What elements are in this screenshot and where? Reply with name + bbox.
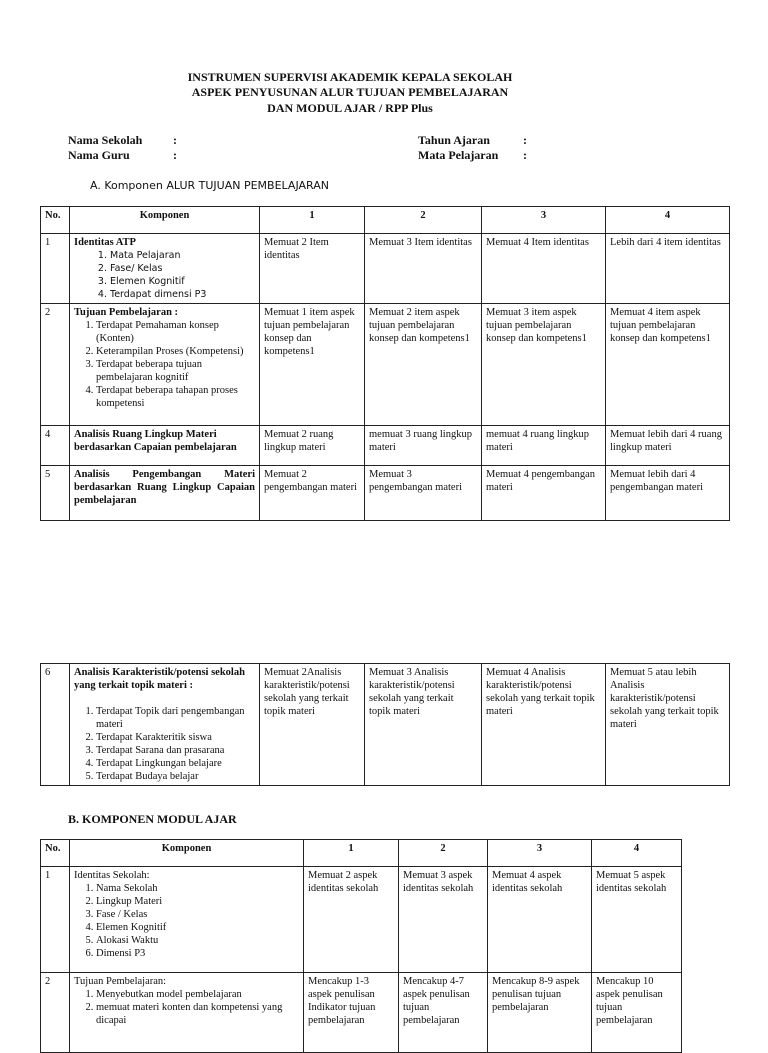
component-list — [74, 988, 299, 1027]
score-1-cell: Memuat 2Analisis karakteristik/potensi sekolah yang terkait topik materi — [260, 664, 365, 786]
component-title: Analisis Pengembangan Materi berdasarkan Ruang Lingkup Capaian pembelajaran — [74, 469, 255, 506]
score-4-cell: Memuat 5 atau lebih Analisis karakteristik/potensi sekolah yang terkait topik materi — [606, 664, 730, 786]
row-number: 2 — [41, 973, 70, 1053]
list-item: 3. Terdapat Sarana dan prasarana — [96, 744, 255, 757]
score-3-cell: Memuat 4 Item identitas — [482, 234, 606, 304]
list-item: 1. Terdapat Pemahaman konsep (Konten) — [96, 319, 255, 345]
score-1-cell: Memuat 1 item aspek tujuan pembelajaran konsep dan kompetens1 — [260, 304, 365, 426]
score-4-cell: Lebih dari 4 item identitas — [606, 234, 730, 304]
score-2-cell: Memuat 2 item aspek tujuan pembelajaran konsep dan kompetens1 — [365, 304, 482, 426]
table-row — [41, 304, 730, 426]
column-header-score-2: 2 — [399, 840, 488, 867]
list-item: 1. Terdapat Topik dari pengembangan materi — [96, 705, 255, 731]
component-title: Analisis Karakteristik/potensi sekolah yang terkait topik materi : — [74, 667, 245, 691]
component-list — [74, 249, 255, 301]
meta-nama-sekolah-label: Nama Sekolah — [68, 133, 143, 147]
column-header-score-3: 3 — [482, 207, 606, 234]
column-header-no: No. — [41, 840, 70, 867]
component-cell — [70, 664, 260, 786]
list-item: 5. Terdapat Budaya belajar — [96, 770, 255, 783]
list-item: 2. Lingkup Materi — [96, 895, 299, 908]
list-item: 2. memuat materi konten dan kompetensi yang dicapai — [96, 1001, 299, 1027]
table-row — [41, 466, 730, 521]
meta-nama-sekolah — [68, 133, 177, 148]
rubric-table-modul-ajar — [40, 839, 682, 1053]
score-4-cell: Memuat lebih dari 4 pengembangan materi — [606, 466, 730, 521]
score-3-cell: Memuat 3 item aspek tujuan pembelajaran konsep dan kompetens1 — [482, 304, 606, 426]
list-item: 4. Terdapat beberapa tahapan proses kompetensi — [96, 384, 255, 410]
table-header-row — [41, 207, 730, 234]
score-4-cell: Mencakup 10 aspek penulisan tujuan pembelajaran — [592, 973, 682, 1053]
row-number: 5 — [41, 466, 70, 521]
column-header-score-4: 4 — [592, 840, 682, 867]
component-title: Identitas Sekolah: — [74, 870, 150, 881]
column-header-komponen: Komponen — [70, 840, 304, 867]
document-title-line-2: ASPEK PENYUSUNAN ALUR TUJUAN PEMBELAJARAN — [191, 85, 509, 99]
component-list — [74, 882, 299, 960]
column-header-no: No. — [41, 207, 70, 234]
meta-tahun-ajaran-label: Tahun Ajaran — [418, 133, 490, 147]
meta-tahun-ajaran — [418, 133, 527, 148]
meta-colon: : — [523, 133, 527, 147]
component-title: Identitas ATP — [74, 237, 136, 248]
score-1-cell: Memuat 2 ruang lingkup materi — [260, 426, 365, 466]
table-header-row — [41, 840, 682, 867]
row-number: 1 — [41, 867, 70, 973]
score-1-cell: Mencakup 1-3 aspek penulisan Indikator tujuan pembelajaran — [304, 973, 399, 1053]
score-2-cell: Memuat 3 Analisis karakteristik/potensi sekolah yang terkait topik materi — [365, 664, 482, 786]
component-cell — [70, 973, 304, 1053]
list-item: 2. Keterampilan Proses (Kompetensi) — [96, 345, 255, 358]
list-item: 3. Terdapat beberapa tujuan pembelajaran kognitif — [96, 358, 255, 384]
document-title-line-3: DAN MODUL AJAR / RPP Plus — [267, 101, 433, 115]
list-item: 2. Fase/ Kelas — [110, 262, 255, 275]
meta-mata-pelajaran — [418, 148, 527, 163]
component-title: Tujuan Pembelajaran: — [74, 976, 167, 987]
score-1-cell: Memuat 2 Item identitas — [260, 234, 365, 304]
score-4-cell: Memuat 4 item aspek tujuan pembelajaran konsep dan kompetens1 — [606, 304, 730, 426]
rubric-table-atp — [40, 206, 730, 521]
column-header-score-2: 2 — [365, 207, 482, 234]
row-number: 4 — [41, 426, 70, 466]
score-1-cell: Memuat 2 aspek identitas sekolah — [304, 867, 399, 973]
list-item: 6. Dimensi P3 — [96, 947, 299, 960]
document-title-line-1: INSTRUMEN SUPERVISI AKADEMIK KEPALA SEKOLAH — [187, 70, 513, 84]
component-title: Tujuan Pembelajaran : — [74, 307, 179, 318]
component-cell — [70, 304, 260, 426]
score-3-cell: Mencakup 8-9 aspek penulisan tujuan pembelajaran — [488, 973, 592, 1053]
column-header-score-3: 3 — [488, 840, 592, 867]
table-row — [41, 867, 682, 973]
score-2-cell: Memuat 3 Item identitas — [365, 234, 482, 304]
column-header-score-4: 4 — [606, 207, 730, 234]
section-a-heading: A. Komponen ALUR TUJUAN PEMBELAJARAN — [90, 179, 329, 192]
meta-colon: : — [173, 133, 177, 147]
rubric-table-atp-continued — [40, 663, 730, 786]
component-cell — [70, 426, 260, 466]
component-cell — [70, 867, 304, 973]
score-2-cell: Memuat 3 aspek identitas sekolah — [399, 867, 488, 973]
score-3-cell: Memuat 4 Analisis karakteristik/potensi sekolah yang terkait topik materi — [482, 664, 606, 786]
list-item: 4. Elemen Kognitif — [96, 921, 299, 934]
component-list — [74, 705, 255, 783]
list-item: 1. Mata Pelajaran — [110, 249, 255, 262]
score-2-cell: memuat 3 ruang lingkup materi — [365, 426, 482, 466]
score-4-cell: Memuat lebih dari 4 ruang lingkup materi — [606, 426, 730, 466]
table-row — [41, 234, 730, 304]
meta-colon: : — [523, 148, 527, 162]
meta-nama-guru — [68, 148, 177, 163]
meta-nama-guru-label: Nama Guru — [68, 148, 130, 162]
score-3-cell: memuat 4 ruang lingkup materi — [482, 426, 606, 466]
list-item: 1. Menyebutkan model pembelajaran — [96, 988, 299, 1001]
list-item: 3. Elemen Kognitif — [110, 275, 255, 288]
row-number: 6 — [41, 664, 70, 786]
component-cell — [70, 234, 260, 304]
list-item: 4. Terdapat Lingkungan belajare — [96, 757, 255, 770]
section-b-heading: B. KOMPONEN MODUL AJAR — [68, 812, 237, 826]
list-item: 3. Fase / Kelas — [96, 908, 299, 921]
score-2-cell: Mencakup 4-7 aspek penulisan tujuan pembelajaran — [399, 973, 488, 1053]
table-row — [41, 973, 682, 1053]
score-3-cell: Memuat 4 aspek identitas sekolah — [488, 867, 592, 973]
score-3-cell: Memuat 4 pengembangan materi — [482, 466, 606, 521]
list-item: 4. Terdapat dimensi P3 — [110, 288, 255, 301]
score-2-cell: Memuat 3 pengembangan materi — [365, 466, 482, 521]
column-header-score-1: 1 — [304, 840, 399, 867]
component-list — [74, 319, 255, 410]
column-header-komponen: Komponen — [70, 207, 260, 234]
row-number: 2 — [41, 304, 70, 426]
meta-colon: : — [173, 148, 177, 162]
row-number: 1 — [41, 234, 70, 304]
component-title: Analisis Ruang Lingkup Materi berdasarkan Capaian pembelajaran — [74, 429, 237, 453]
column-header-score-1: 1 — [260, 207, 365, 234]
list-item: 2. Terdapat Karakteritik siswa — [96, 731, 255, 744]
list-item: 1. Nama Sekolah — [96, 882, 299, 895]
list-item: 5. Alokasi Waktu — [96, 934, 299, 947]
table-row — [41, 426, 730, 466]
table-row — [41, 664, 730, 786]
meta-mata-pelajaran-label: Mata Pelajaran — [418, 148, 499, 162]
score-4-cell: Memuat 5 aspek identitas sekolah — [592, 867, 682, 973]
score-1-cell: Memuat 2 pengembangan materi — [260, 466, 365, 521]
component-cell — [70, 466, 260, 521]
